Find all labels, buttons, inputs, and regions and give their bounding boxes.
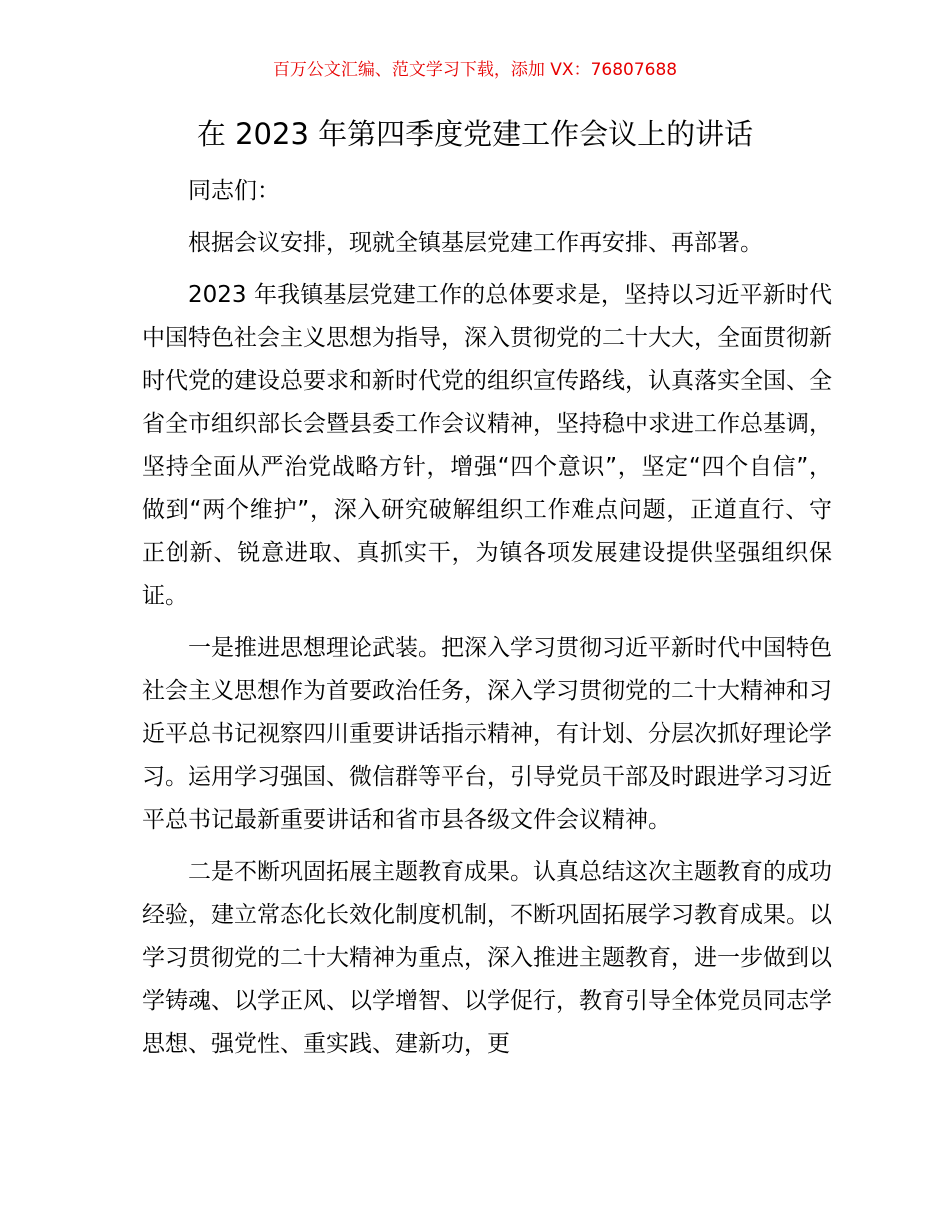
point-two-paragraph: 二是不断巩固拓展主题教育成果。认真总结这次主题教育的成功经验，建立常态化长效化制度机制，不断巩固拓展学习教育成果。以学习贯彻党的二十大精神为重点，深入推进主题教育，进一步做到以学铸魂、以学正风、以学增智、以学促行，教育引导全体党员同志学思想、强党性、重实践、建新功，更 <box>142 859 832 1057</box>
point-one-paragraph: 一是推进思想理论武装。把深入学习贯彻习近平新时代中国特色社会主义思想作为首要政治任务，深入学习贯彻党的二十大精神和习近平总书记视察四川重要讲话指示精神，有计划、分层次抓好理论学习。运用学习强国、微信群等平台，引导党员干部及时跟进学习习近平总书记最新重要讲话和省市县各级文件会议精神。 <box>142 635 832 833</box>
document-title: 在 2023 年第四季度党建工作会议上的讲话 <box>196 117 754 151</box>
requirements-paragraph: 2023 年我镇基层党建工作的总体要求是，坚持以习近平新时代中国特色社会主义思想为指导，深入贯彻党的二十大大，全面贯彻新时代党的建设总要求和新时代党的组织宣传路线，认真落实全国、全省全市组织部长会暨县委工作会议精神，坚持稳中求进工作总基调，坚持全面从严治党战略方针，增强“四个意识”，坚定“四个自信”，做到“两个维护”，深入研究破解组织工作难点问题，正道直行、守正创新、锐意进取、真抓实干，为镇各项发展建设提供坚强组织保证。 <box>142 282 832 609</box>
salutation-paragraph: 同志们： <box>188 178 280 204</box>
header-watermark-note: 百万公文汇编、范文学习下载，添加 VX：76807688 <box>272 60 678 80</box>
document-body <box>142 170 832 1075</box>
intro-paragraph: 根据会议安排，现就全镇基层党建工作再安排、再部署。 <box>188 230 763 256</box>
